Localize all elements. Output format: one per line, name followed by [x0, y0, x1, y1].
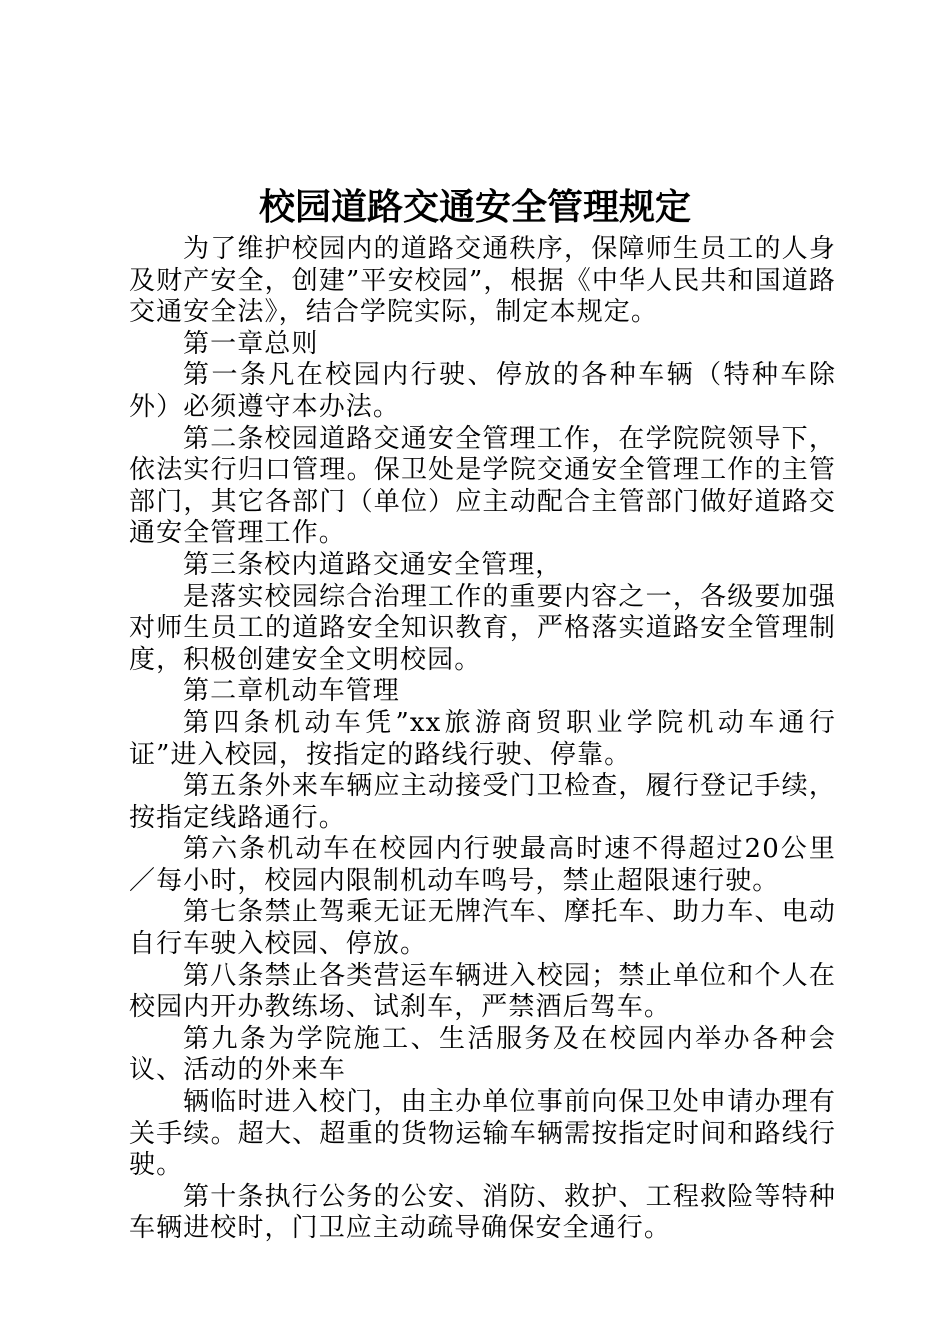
article-3: 第三条校内道路交通安全管理，	[183, 549, 563, 580]
article-8: 第八条禁止各类营运车辆进入校园；禁止单位和个人在校园内开办教练场、试刹车，严禁酒后驾车。	[129, 960, 836, 1023]
article-1: 第一条凡在校园内行驶、停放的各种车辆（特种车除外）必须遵守本办法。	[129, 360, 836, 422]
article-3-continued: 是落实校园综合治理工作的重要内容之一，各级要加强对师生员工的道路安全知识教育，严格落实道路安全管理制度，积极创建安全文明校园。	[129, 581, 836, 675]
article-2: 第二条校园道路交通安全管理工作，在学院院领导下，依法实行归口管理。保卫处是学院交通安全管理工作的主管部门，其它各部门（单位）应主动配合主管部门做好道路交通安全管理工作。	[129, 423, 836, 549]
chapter-heading-1: 第一章总则	[183, 328, 319, 359]
article-10: 第十条执行公务的公安、消防、救护、工程救险等特种车辆进校时，门卫应主动疏导确保安全通行。	[129, 1181, 836, 1244]
document-title: 校园道路交通安全管理规定	[258, 187, 691, 228]
article-6: 第六条机动车在校园内行驶最高时速不得超过20公里／每小时，校园内限制机动车鸣号，禁止超限速行驶。	[129, 834, 836, 896]
article-7: 第七条禁止驾乘无证无牌汽车、摩托车、助力车、电动自行车驶入校园、停放。	[129, 897, 836, 960]
paragraph-preamble: 为了维护校园内的道路交通秩序，保障师生员工的人身及财产安全，创建”平安校园”，根据《中华人民共和国道路交通安全法》，结合学院实际，制定本规定。	[129, 234, 836, 328]
chapter-heading-2: 第二章机动车管理	[183, 676, 400, 707]
article-4: 第四条机动车凭”xx旅游商贸职业学院机动车通行证”进入校园，按指定的路线行驶、停靠。	[129, 707, 836, 770]
article-5: 第五条外来车辆应主动接受门卫检查，履行登记手续，按指定线路通行。	[129, 771, 836, 833]
article-9: 第九条为学院施工、生活服务及在校园内举办各种会议、活动的外来车	[129, 1023, 836, 1086]
article-9-continued: 辆临时进入校门，由主办单位事前向保卫处申请办理有关手续。超大、超重的货物运输车辆需按指定时间和路线行驶。	[129, 1087, 836, 1181]
document-body	[129, 234, 836, 1245]
